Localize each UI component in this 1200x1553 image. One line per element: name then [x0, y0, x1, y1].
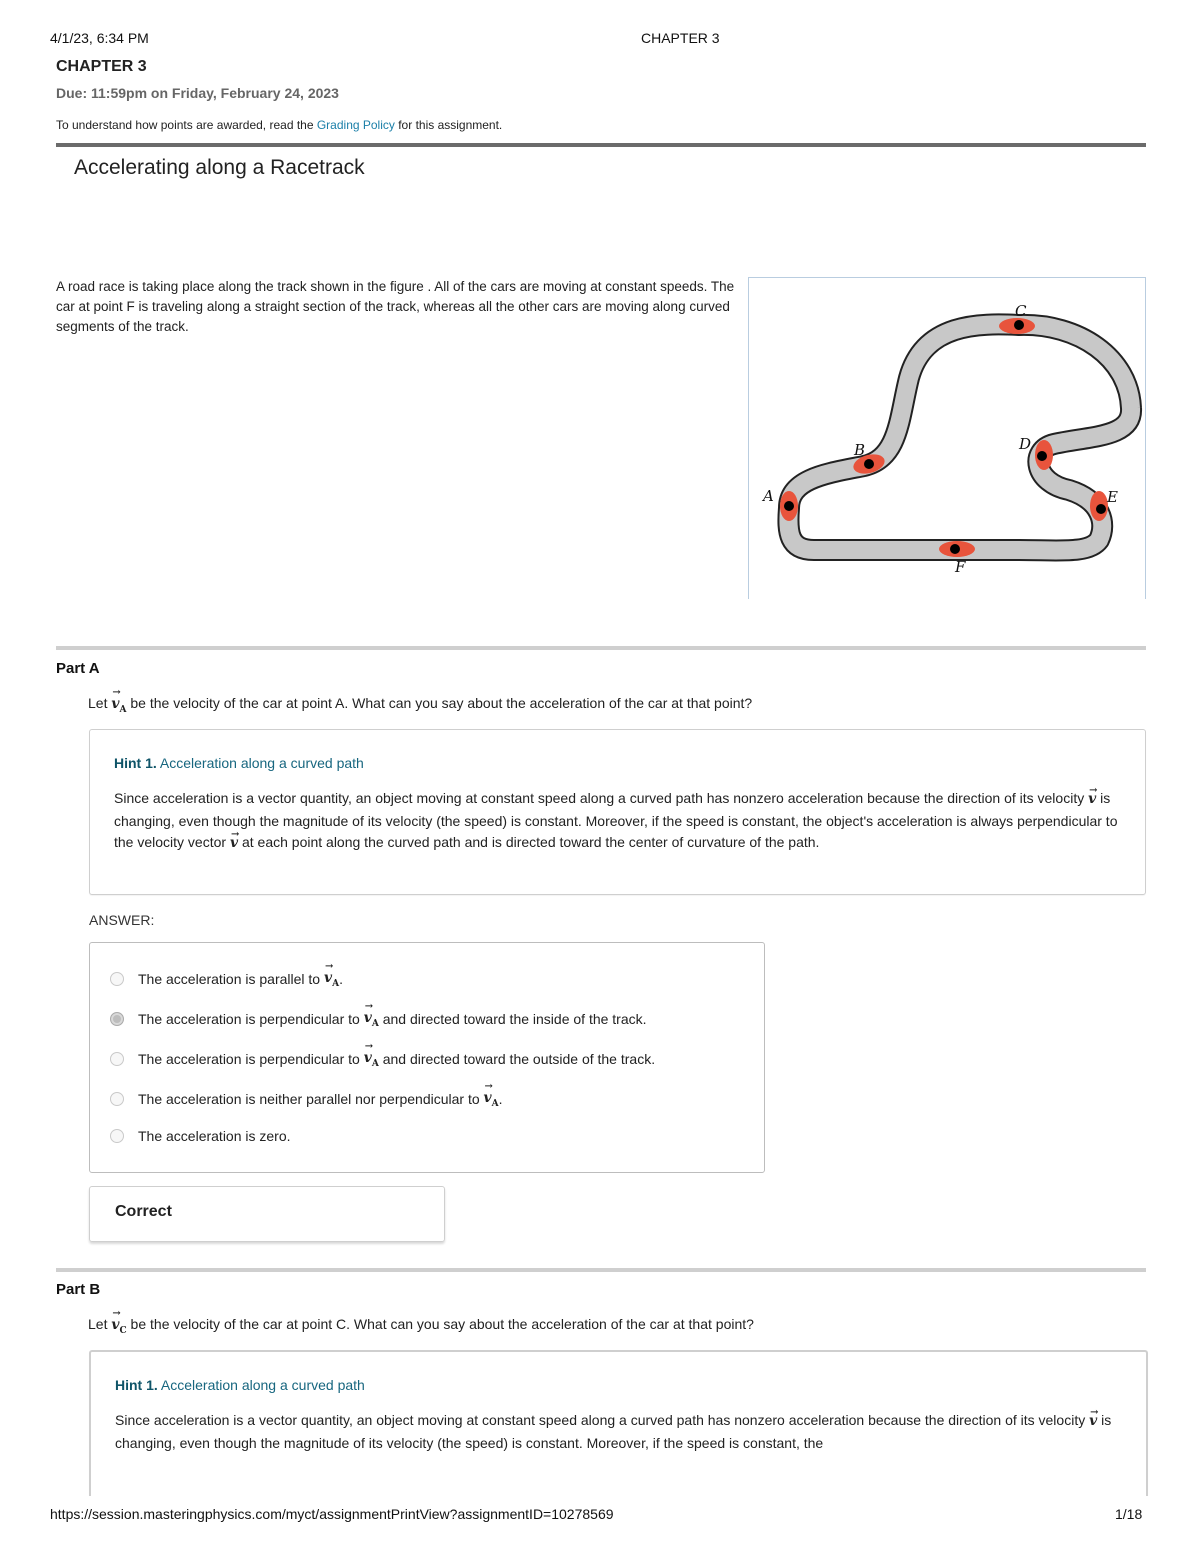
radio-button-selected[interactable]: [110, 1012, 124, 1026]
velocity-vector-icon: → v: [1088, 789, 1096, 811]
radio-button[interactable]: [110, 1092, 124, 1106]
velocity-vector-icon: → v: [1089, 1411, 1097, 1433]
policy-text-suffix: for this assignment.: [394, 118, 503, 132]
part-a-divider: [56, 646, 1146, 650]
velocity-vector-icon: → $v_A$: [364, 1010, 379, 1029]
label-e: E: [1107, 488, 1118, 506]
velocity-vector-icon: → $v_A$: [111, 696, 126, 715]
car-d: [1035, 440, 1053, 470]
print-page-title: CHAPTER 3: [641, 30, 720, 46]
hint-heading[interactable]: [115, 1377, 365, 1393]
due-date: Due: 11:59pm on Friday, February 24, 2023: [56, 85, 339, 101]
radio-button[interactable]: [110, 972, 124, 986]
label-f: F: [955, 558, 966, 576]
question-text: be the velocity of the car at point C. What can you say about the acceleration of the car at that point?: [126, 1316, 754, 1332]
question-text: Let: [88, 695, 112, 711]
part-b-divider: [56, 1268, 1146, 1272]
radio-button[interactable]: [110, 1129, 124, 1143]
label-d: D: [1019, 435, 1032, 453]
answer-label: ANSWER:: [89, 912, 155, 928]
hint-body: Since acceleration is a vector quantity, an object moving at constant speed along a curved path has nonzero acceleration because the direction of its velocity → v is changing, even though the magnitude of its velocity (the speed) is constant. Moreover, if the speed is constant, the object's acceleration is always perpendicular to the velocity vector → v at each point along the curved path and is directed toward the center of curvature of the path.: [114, 788, 1124, 855]
hint-number: Hint 1.: [114, 755, 157, 771]
car-c: [999, 318, 1035, 334]
car-a: [780, 491, 798, 521]
grading-policy-link[interactable]: Grading Policy: [316, 118, 395, 132]
radio-button[interactable]: [110, 1052, 124, 1066]
print-page-number: 1/18: [1115, 1506, 1143, 1522]
racetrack-diagram: [749, 278, 1145, 599]
part-a-title: Part A: [56, 660, 100, 677]
problem-intro: A road race is taking place along the track shown in the figure . All of the cars are moving at constant speeds. The car at point F is traveling along a straight section of the track, whereas all the other cars are moving along curved segments of the track.: [56, 279, 735, 334]
hint-heading[interactable]: [114, 755, 364, 771]
velocity-vector-icon: → $v_C$: [111, 1317, 126, 1336]
label-b: B: [854, 441, 866, 459]
velocity-vector-icon: → $v_A$: [324, 970, 339, 989]
header-divider: [56, 143, 1146, 147]
result-feedback-box: [89, 1186, 445, 1242]
answer-options-box: [89, 942, 765, 1173]
label-a: A: [763, 487, 774, 505]
velocity-vector-icon: → v: [230, 833, 238, 855]
question-text: be the velocity of the car at point A. What can you say about the acceleration of the car at that point?: [126, 695, 753, 711]
grading-policy-note: [56, 118, 502, 132]
part-a-hint-box: [89, 729, 1146, 895]
part-b-title: Part B: [56, 1281, 101, 1298]
part-a-question: [88, 695, 752, 715]
hint-title: Acceleration along a curved path: [159, 755, 364, 771]
page-bottom-margin: [0, 1496, 1200, 1553]
hint-number: Hint 1.: [115, 1377, 158, 1393]
result-text: Correct: [115, 1203, 172, 1220]
print-url: https://session.masteringphysics.com/myct/assignmentPrintView?assignmentID=10278569: [50, 1506, 614, 1522]
car-f: [939, 541, 975, 557]
answer-option-3[interactable]: The acceleration is perpendicular to → $v_A$ and directed toward the outside of the track.: [110, 1050, 655, 1069]
answer-option-1[interactable]: The acceleration is parallel to → $v_A$ .: [110, 970, 343, 989]
velocity-vector-icon: → $v_A$: [484, 1090, 499, 1109]
assignment-title: CHAPTER 3: [56, 58, 147, 75]
part-b-question: [88, 1316, 754, 1336]
question-text: Let: [88, 1316, 112, 1332]
print-datetime: 4/1/23, 6:34 PM: [50, 30, 149, 46]
answer-option-5[interactable]: The acceleration is zero.: [110, 1128, 291, 1144]
answer-option-4[interactable]: The acceleration is neither parallel nor perpendicular to → $v_A$ .: [110, 1090, 503, 1109]
hint-title: Acceleration along a curved path: [160, 1377, 365, 1393]
answer-option-2[interactable]: The acceleration is perpendicular to → $v_A$ and directed toward the inside of the track.: [110, 1010, 647, 1029]
hint-body: Since acceleration is a vector quantity, an object moving at constant speed along a curved path has nonzero acceleration because the direction of its velocity → v is changing, even though the magnitude of its velocity (the speed) is constant. Moreover, if the speed is constant, the: [115, 1410, 1125, 1454]
policy-text-prefix: To understand how points are awarded, read the: [56, 118, 317, 132]
car-e: [1090, 491, 1108, 521]
problem-title: Accelerating along a Racetrack: [74, 156, 365, 179]
velocity-vector-icon: → $v_A$: [364, 1050, 379, 1069]
label-c: C: [1015, 302, 1027, 320]
racetrack-figure: [748, 277, 1146, 599]
